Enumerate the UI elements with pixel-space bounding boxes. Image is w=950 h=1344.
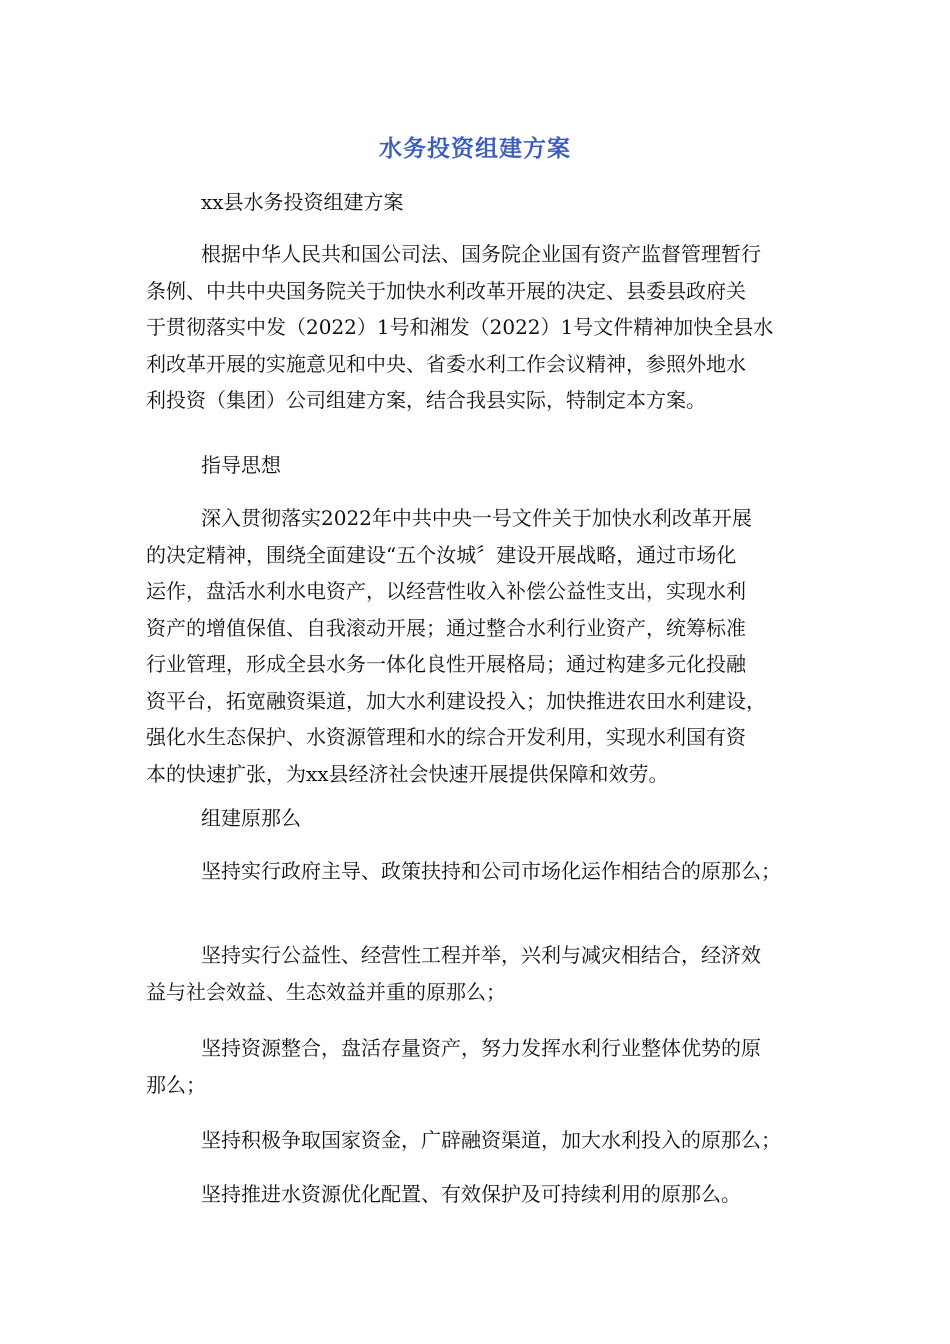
heading-guiding xyxy=(146,447,816,484)
paragraph-line: 于贯彻落实中发（2022）1号和湘发（2022）1号文件精神加快全县水 xyxy=(146,315,774,339)
paragraph-basis xyxy=(146,236,816,419)
section-heading: 指导思想 xyxy=(201,453,281,477)
paragraph-line: 坚持积极争取国家资金，广辟融资渠道，加大水利投入的原那么； xyxy=(201,1128,781,1152)
principle-1 xyxy=(146,853,816,890)
paragraph-line: 强化水生态保护、水资源管理和水的综合开发利用，实现水利国有资 xyxy=(146,725,746,749)
paragraph-line: 运作，盘活水利水电资产，以经营性收入补偿公益性支出，实现水利 xyxy=(146,579,746,603)
paragraph-guiding xyxy=(146,500,816,792)
paragraph-line: 的决定精神，围绕全面建设“五个汝城〞建设开展战略，通过市场化 xyxy=(146,542,737,567)
paragraph-line: 利改革开展的实施意见和中央、省委水利工作会议精神，参照外地水 xyxy=(146,351,746,376)
paragraph-line: 条例、中共中央国务院关于加快水利改革开展的决定、县委县政府关 xyxy=(146,278,746,303)
paragraph-line: 深入贯彻落实2022年中共中央一号文件关于加快水利改革开展 xyxy=(201,506,752,530)
subtitle-line: xx县水务投资组建方案 xyxy=(201,190,404,214)
principle-2 xyxy=(146,937,816,1010)
paragraph-line: 资产的增值保值、自我滚动开展；通过整合水利行业资产，统筹标准 xyxy=(146,615,746,640)
document-title: 水务投资组建方案 xyxy=(379,136,571,162)
paragraph-line: 坚持资源整合，盘活存量资产，努力发挥水利行业整体优势的原 xyxy=(201,1036,761,1060)
paragraph-line: 坚持实行政府主导、政策扶持和公司市场化运作相结合的原那么； xyxy=(201,859,781,883)
paragraph-line: 坚持推进水资源优化配置、有效保护及可持续利用的原那么。 xyxy=(201,1182,741,1206)
section-heading: 组建原那么 xyxy=(201,806,301,830)
principle-4 xyxy=(146,1122,816,1159)
paragraph-line: 那么； xyxy=(146,1072,206,1097)
paragraph-line: 本的快速扩张，为xx县经济社会快速开展提供保障和效劳。 xyxy=(146,761,669,786)
paragraph-line: 坚持实行公益性、经营性工程并举，兴利与减灾相结合，经济效 xyxy=(201,943,761,967)
paragraph-line: 根据中华人民共和国公司法、国务院企业国有资产监督管理暂行 xyxy=(201,242,761,266)
document-subtitle xyxy=(146,184,816,221)
paragraph-line: 益与社会效益、生态效益并重的原那么； xyxy=(146,979,506,1004)
paragraph-line: 行业管理，形成全县水务一体化良性开展格局；通过构建多元化投融 xyxy=(146,652,746,676)
principle-3 xyxy=(146,1030,816,1103)
paragraph-line: 资平台，拓宽融资渠道，加大水利建设投入；加快推进农田水利建设， xyxy=(146,688,766,713)
paragraph-line: 利投资（集团）公司组建方案，结合我县实际，特制定本方案。 xyxy=(146,388,706,412)
principle-5 xyxy=(146,1176,816,1213)
heading-principles xyxy=(146,800,816,837)
